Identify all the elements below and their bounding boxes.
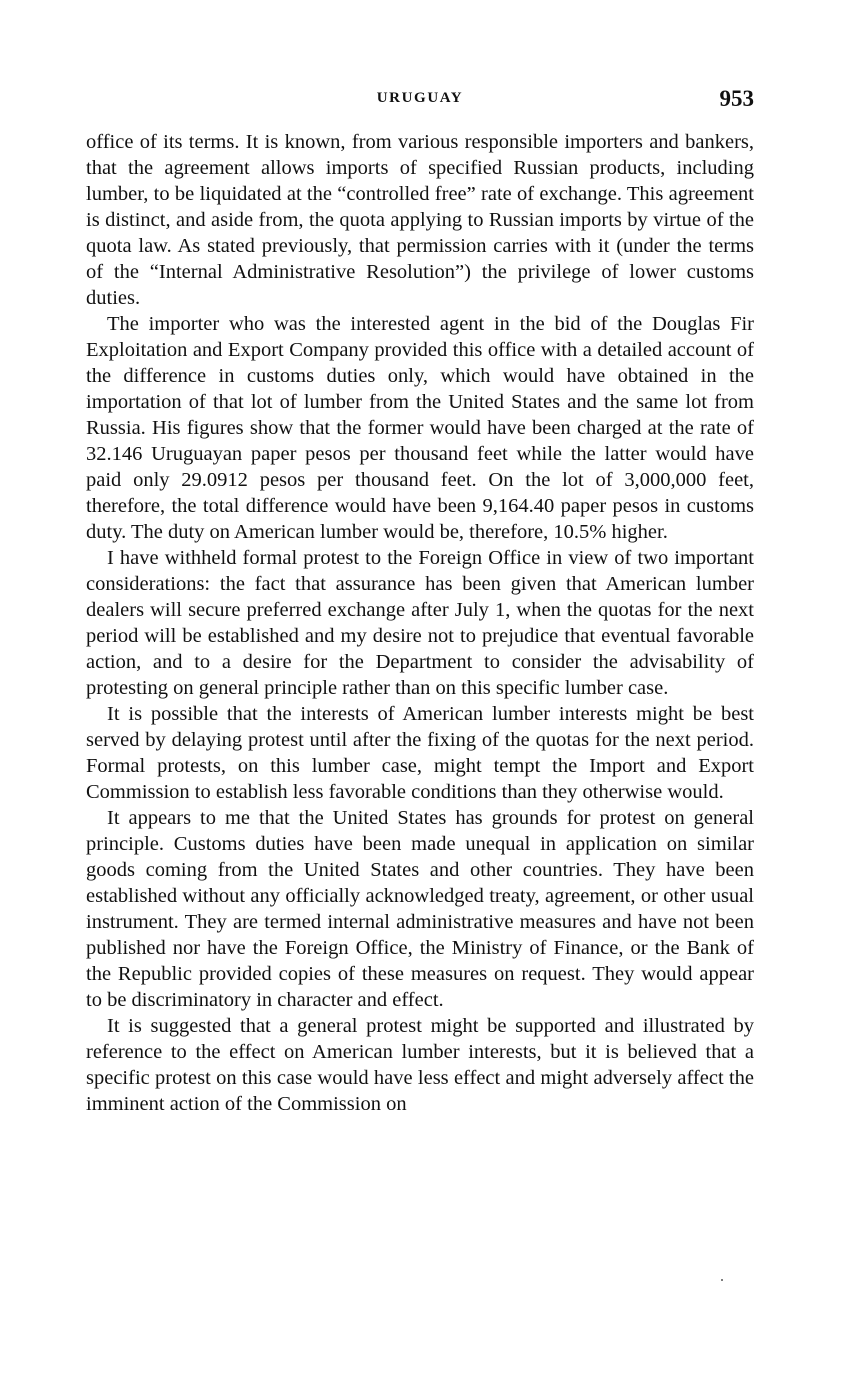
body-text bbox=[86, 129, 754, 1117]
paragraph: It appears to me that the United States has grounds for protest on general principle. Customs duties have been made unequal in application on similar goods coming from the United States and other countries. They have been established without any officially acknowledged treaty, agreement, or other usual instrument. They are termed internal administrative measures and have not been published nor have the Foreign Office, the Ministry of Finance, or the Bank of the Republic provided copies of these measures on request. They would appear to be discriminatory in character and effect. bbox=[86, 807, 754, 1011]
paragraph: office of its terms. It is known, from various responsible importers and bankers, that the agreement allows imports of specified Russian products, including lumber, to be liquidated at the “controlled free” rate of exchange. This agreement is distinct, and aside from, the quota applying to Russian imports by virtue of the quota law. As stated previously, that permission carries with it (under the terms of the “Internal Administrative Resolution”) the privilege of lower customs duties. bbox=[86, 131, 754, 309]
running-title: URUGUAY bbox=[376, 90, 464, 106]
paragraph: I have withheld formal protest to the Foreign Office in view of two important considerations: the fact that assurance has been given that American lumber dealers will secure preferred exchange after July 1, when the quotas for the next period will be established and my desire not to prejudice that eventual favorable action, and to a desire for the Department to consider the advisability of protesting on general principle rather than on this specific lumber case. bbox=[86, 547, 754, 699]
paragraph: It is suggested that a general protest might be supported and illustrated by reference to the effect on American lumber interests, but it is believed that a specific protest on this case would have less effect and might adversely affect the imminent action of the Commission on bbox=[86, 1015, 754, 1115]
paragraph: It is possible that the interests of American lumber interests might be best served by delaying protest until after the fixing of the quotas for the next period. Formal protests, on this lumber case, might tempt the Import and Export Commission to establish less favorable conditions than they otherwise would. bbox=[86, 703, 754, 803]
page-number: 953 bbox=[719, 86, 754, 111]
paragraph: The importer who was the interested agent in the bid of the Douglas Fir Exploitation and Export Company provided this office with a detailed account of the difference in customs duties only, which would have obtained in the importation of that lot of lumber from the United States and the same lot from Russia. His figures show that the former would have been charged at the rate of 32.146 Uruguayan paper pesos per thousand feet while the latter would have paid only 29.0912 pesos per thousand feet. On the lot of 3,000,000 feet, therefore, the total difference would have been 9,164.40 paper pesos in customs duty. The duty on American lumber would be, therefore, 10.5% higher. bbox=[86, 313, 754, 543]
running-header bbox=[86, 86, 754, 114]
scan-speck bbox=[721, 1279, 723, 1281]
